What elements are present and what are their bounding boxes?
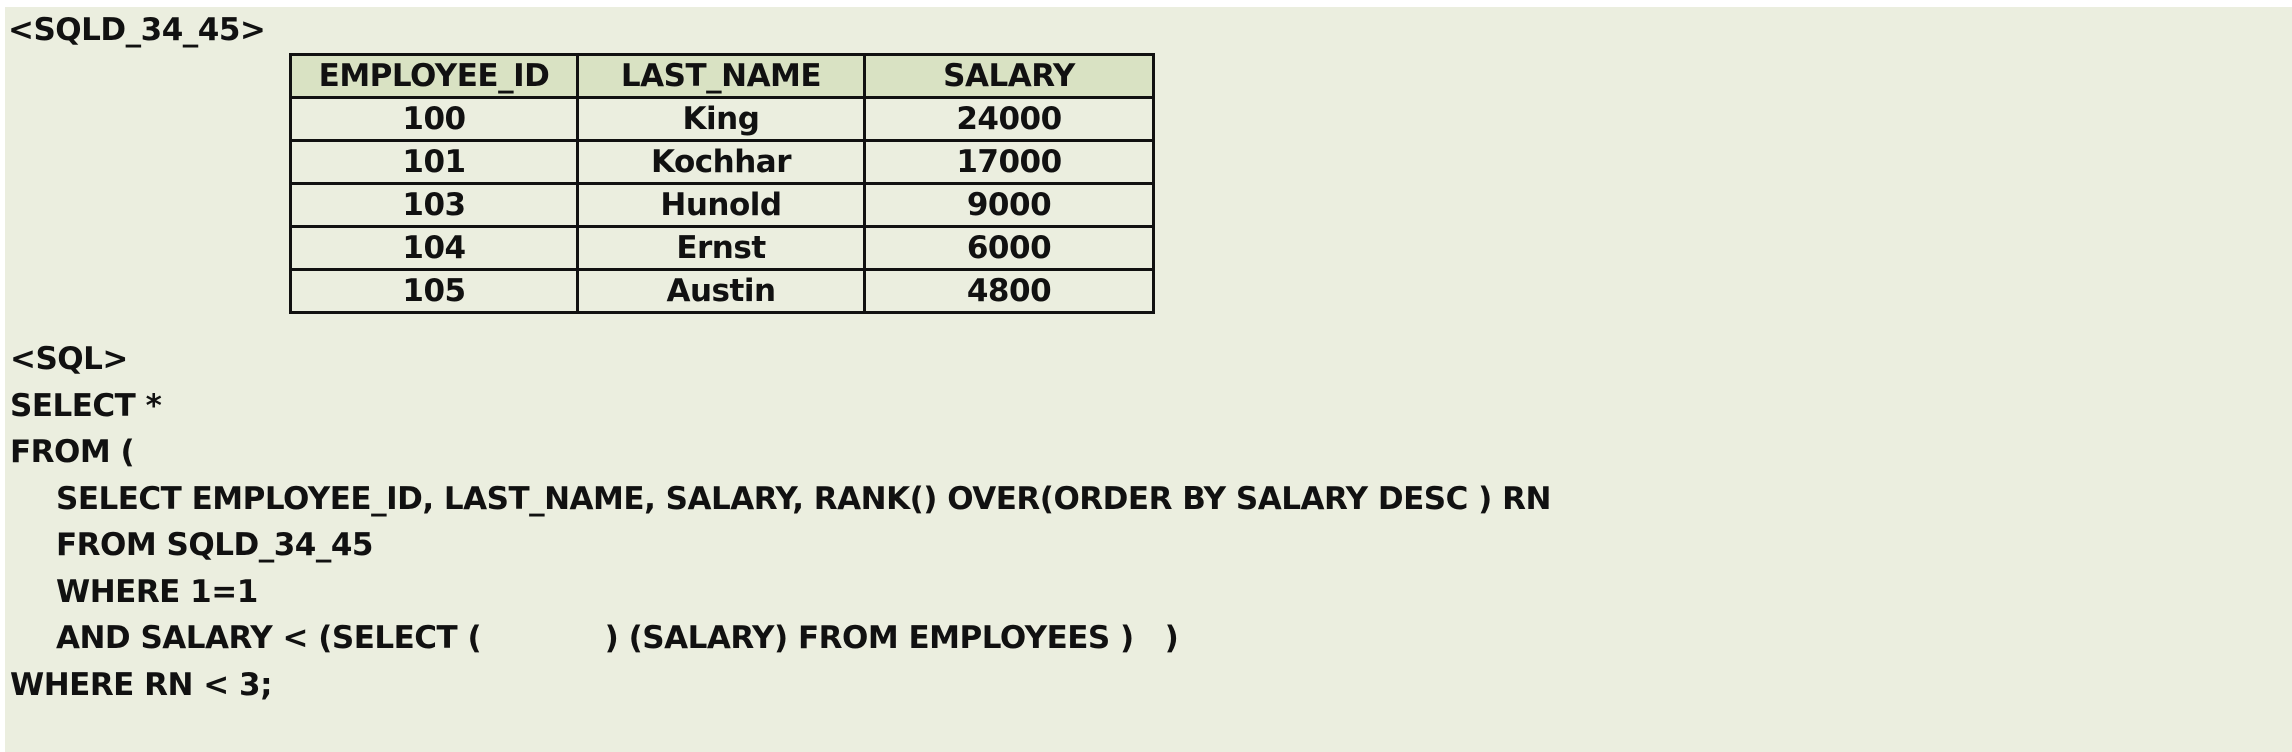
cell-last-name: Austin: [578, 270, 865, 313]
table-header-row: [291, 55, 1154, 98]
sql-line-blank: AND SALARY < (SELECT ( ) (SALARY) FROM EMPLOYEES ) ): [56, 620, 1179, 656]
cell-last-name: Kochhar: [578, 141, 865, 184]
cell-salary: 24000: [865, 98, 1154, 141]
sql-line: SELECT *: [10, 387, 162, 424]
table-row: [291, 270, 1154, 313]
sql-line: SELECT EMPLOYEE_ID, LAST_NAME, SALARY, RANK() OVER(ORDER BY SALARY DESC ) RN: [56, 480, 1551, 517]
table-row: [291, 184, 1154, 227]
sql-code-block: [10, 336, 1551, 708]
sql-line: WHERE 1=1: [56, 573, 258, 610]
cell-employee-id: 100: [291, 98, 578, 141]
cell-employee-id: 103: [291, 184, 578, 227]
cell-salary: 6000: [865, 227, 1154, 270]
table-row: [291, 227, 1154, 270]
column-header-employee-id: EMPLOYEE_ID: [291, 55, 578, 98]
cell-employee-id: 101: [291, 141, 578, 184]
sql-line: FROM (: [10, 434, 135, 470]
cell-last-name: King: [578, 98, 865, 141]
cell-employee-id: 105: [291, 270, 578, 313]
sql-line: FROM SQLD_34_45: [56, 527, 373, 563]
column-header-salary: SALARY: [865, 55, 1154, 98]
cell-salary: 17000: [865, 141, 1154, 184]
sql-label: <SQL>: [10, 341, 128, 377]
cell-salary: 9000: [865, 184, 1154, 227]
cell-last-name: Ernst: [578, 227, 865, 270]
table-row: [291, 98, 1154, 141]
cell-last-name: Hunold: [578, 184, 865, 227]
column-header-last-name: LAST_NAME: [578, 55, 865, 98]
table-title: <SQLD_34_45>: [8, 12, 266, 48]
cell-salary: 4800: [865, 270, 1154, 313]
cell-employee-id: 104: [291, 227, 578, 270]
table-row: [291, 141, 1154, 184]
sql-line: WHERE RN < 3;: [10, 666, 272, 703]
employee-table: [289, 53, 1155, 314]
